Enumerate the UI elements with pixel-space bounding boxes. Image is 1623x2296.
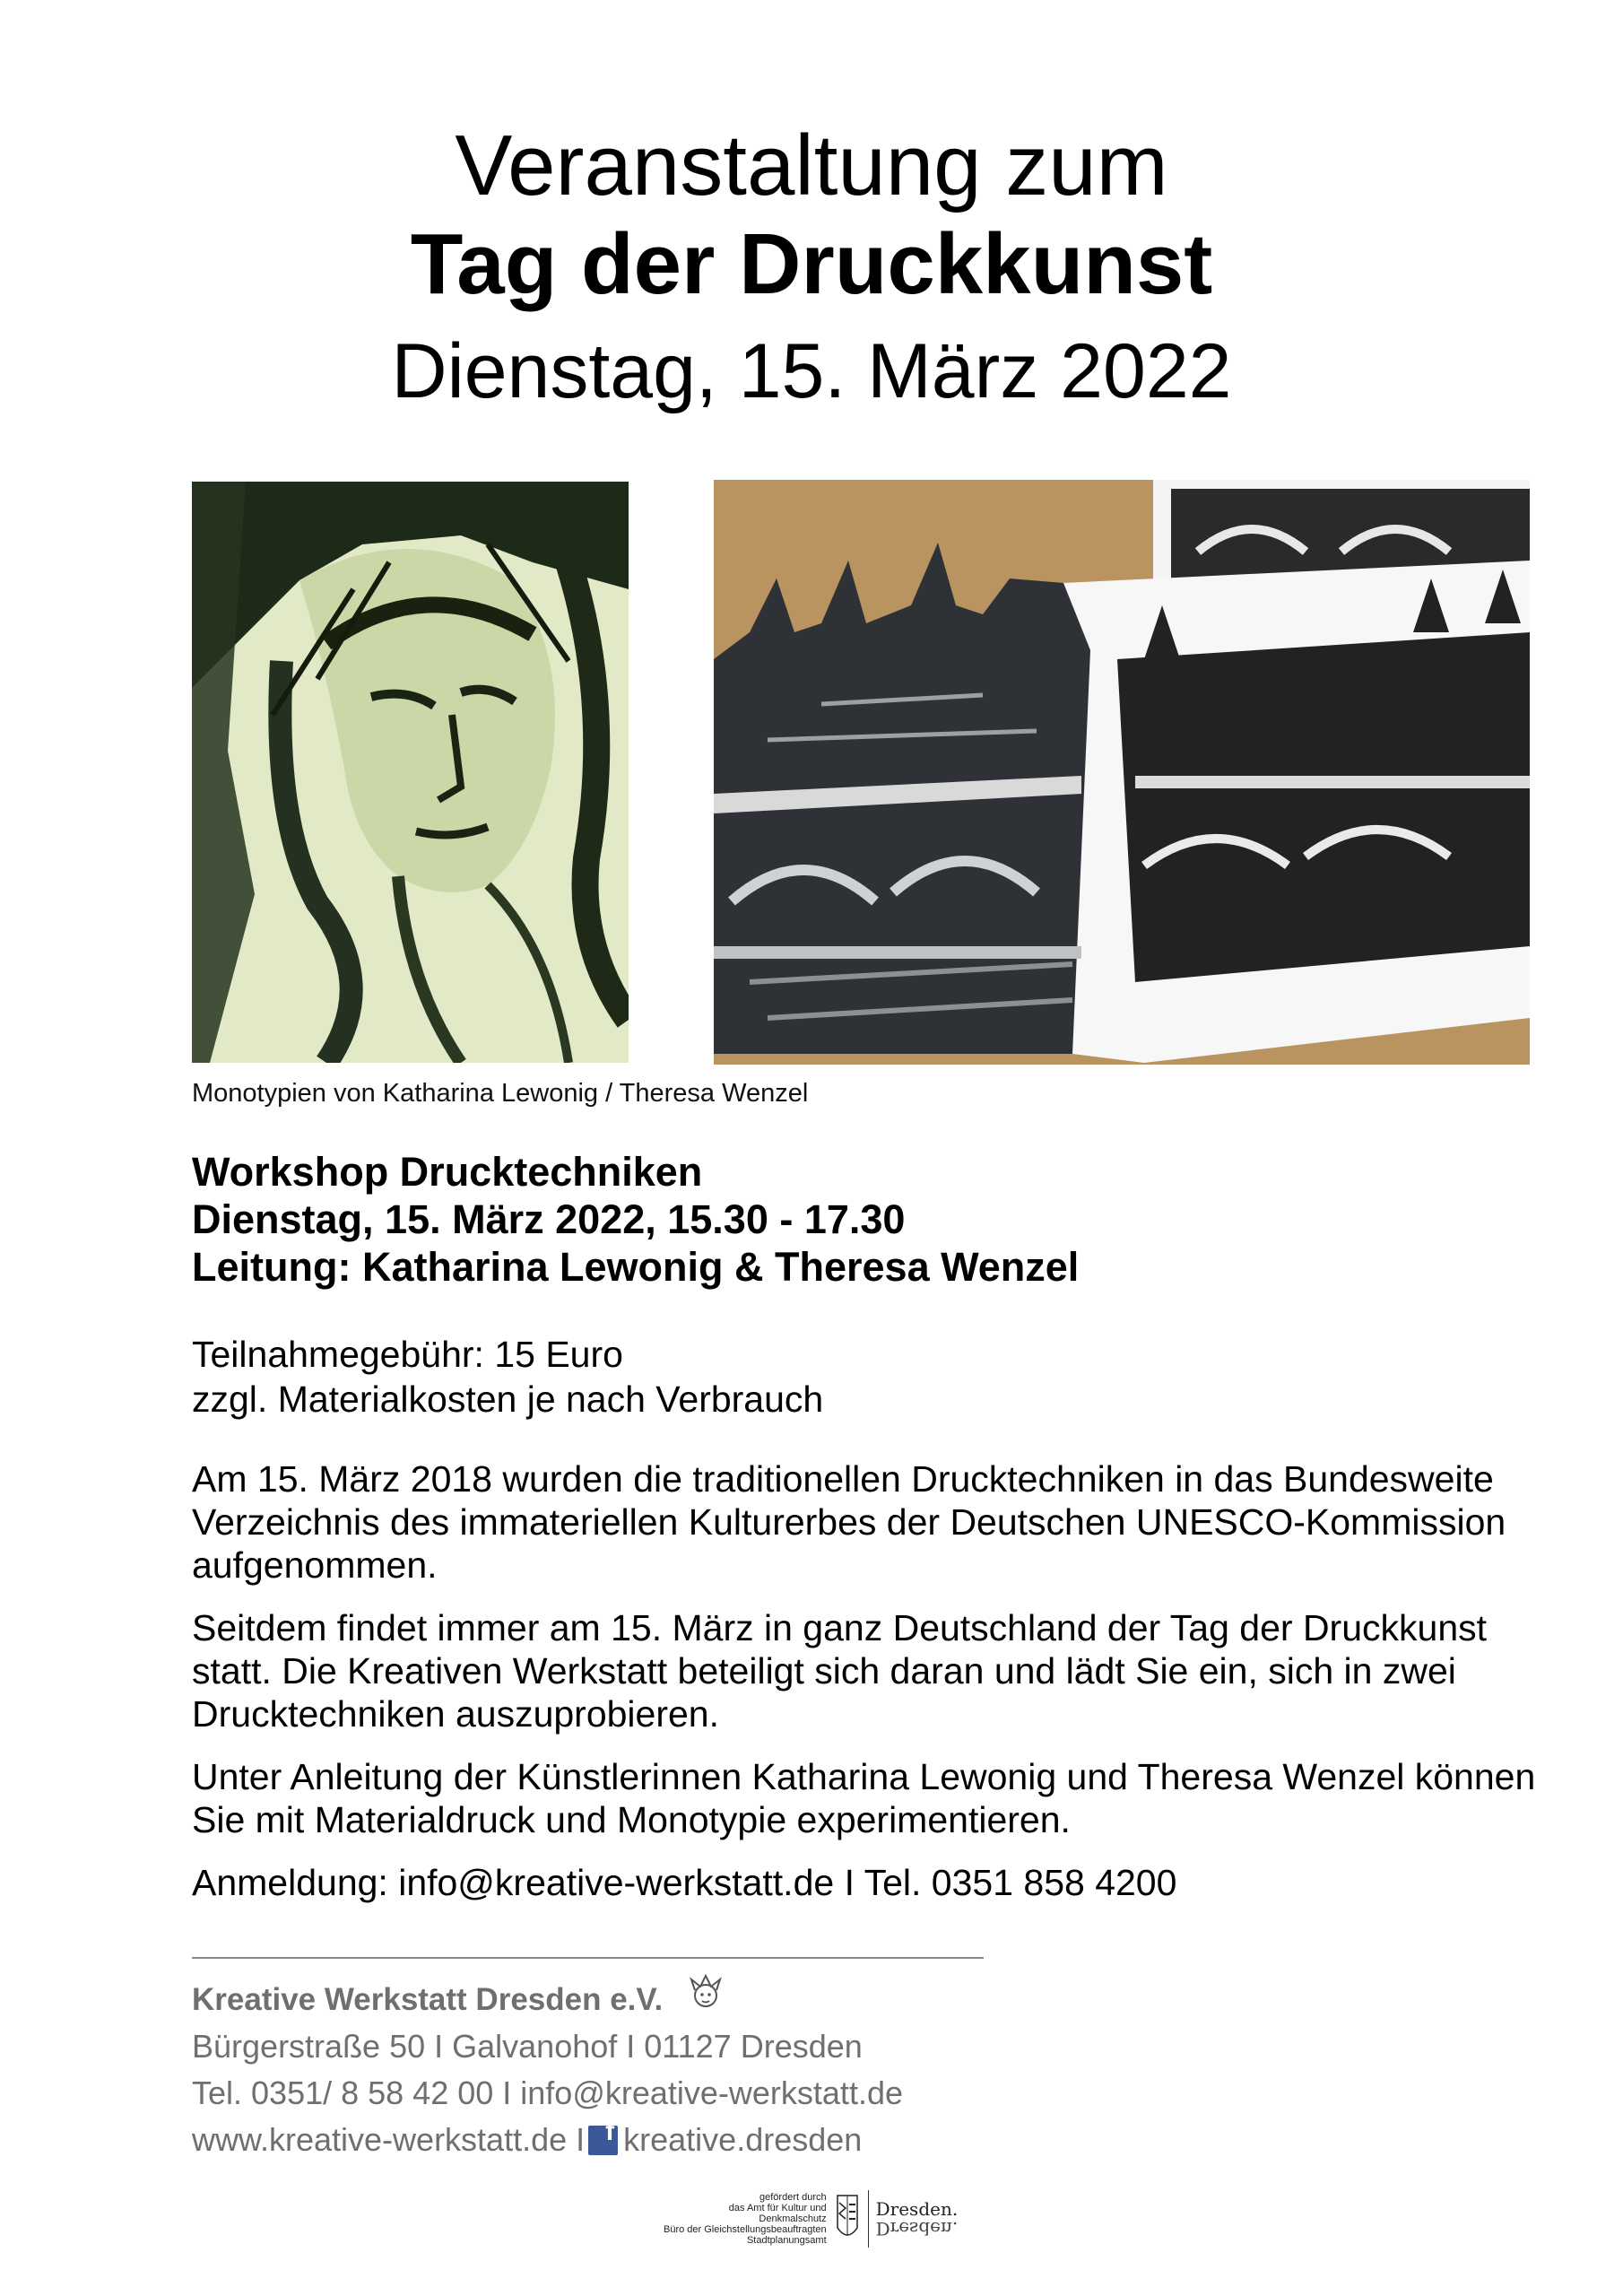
workshop-datetime: Dienstag, 15. März 2022, 15.30 - 17.30 bbox=[192, 1196, 906, 1242]
event-title: Tag der Druckkunst bbox=[410, 216, 1213, 312]
address: Bürgerstraße 50 I Galvanohof I 01127 Dresden bbox=[192, 2028, 863, 2065]
footer-divider bbox=[192, 1957, 984, 1959]
sponsor-line: das Amt für Kultur und bbox=[728, 2203, 827, 2213]
workshop-lead: Leitung: Katharina Lewonig & Theresa Wenzel bbox=[192, 1244, 1080, 1290]
sponsor-block bbox=[664, 2190, 958, 2248]
description bbox=[192, 1457, 1537, 1924]
footer bbox=[192, 1977, 903, 2163]
fees bbox=[192, 1332, 823, 1422]
sponsor-line: Büro der Gleichstellungsbeauftragten bbox=[664, 2224, 827, 2235]
dresden-skyline-prints-image bbox=[714, 480, 1530, 1065]
sponsor-line: Stadtplanungsamt bbox=[746, 2235, 827, 2246]
sponsor-line: Denkmalschutz bbox=[759, 2213, 827, 2224]
sponsor-separator bbox=[868, 2190, 869, 2248]
facebook-icon[interactable]: f bbox=[588, 2126, 618, 2155]
material-costs: zzgl. Materialkosten je nach Verbrauch bbox=[192, 1378, 824, 1420]
image-caption: Monotypien von Katharina Lewonig / Theresa Wenzel bbox=[192, 1079, 809, 1108]
dresden-wordmark: Dresden. bbox=[875, 2198, 959, 2220]
paragraph-history: Am 15. März 2018 wurden die traditionellen Drucktechniken in das Bundesweite Verzeichnis des immateriellen Kulturerbes der Deutschen UNESCO-Kommission aufgenommen. bbox=[192, 1458, 1506, 1586]
paragraph-artists: Unter Anleitung der Künstlerinnen Katharina Lewonig und Theresa Wenzel können Sie mit Materialdruck und Monotypie experimentieren. bbox=[192, 1756, 1536, 1840]
web-row bbox=[192, 2117, 903, 2163]
event-intro: Veranstaltung zum bbox=[455, 117, 1168, 213]
portrait-monotype-image bbox=[192, 482, 629, 1063]
title-block bbox=[0, 117, 1623, 425]
facebook-handle[interactable]: kreative.dresden bbox=[623, 2121, 863, 2158]
participation-fee: Teilnahmegebühr: 15 Euro bbox=[192, 1334, 623, 1375]
org-row bbox=[192, 1977, 903, 2023]
sponsor-line: gefördert durch bbox=[759, 2192, 827, 2203]
org-name: Kreative Werkstatt Dresden e.V. bbox=[192, 1982, 664, 2017]
lion-logo-icon bbox=[684, 1972, 727, 2015]
paragraph-event: Seitdem findet immer am 15. März in ganz Deutschland der Tag der Druckkunst statt. Die Kreativen Werkstatt beteiligt sich daran und lädt Sie ein, sich in zwei Drucktechniken auszuprobieren. bbox=[192, 1607, 1488, 1735]
workshop-info bbox=[192, 1148, 1079, 1291]
workshop-title: Workshop Drucktechniken bbox=[192, 1149, 703, 1195]
event-date: Dienstag, 15. März 2022 bbox=[391, 328, 1232, 414]
dresden-crest-icon bbox=[836, 2192, 859, 2246]
sponsor-text bbox=[664, 2192, 827, 2246]
dresden-wordmark-mirror: Dresden. bbox=[875, 2218, 959, 2239]
registration: Anmeldung: info@kreative-werkstatt.de I Tel. 0351 858 4200 bbox=[192, 1862, 1177, 1903]
dresden-logo bbox=[876, 2199, 959, 2239]
contact: Tel. 0351/ 8 58 42 00 I info@kreative-werkstatt.de bbox=[192, 2074, 903, 2111]
website-link[interactable]: www.kreative-werkstatt.de I bbox=[192, 2121, 586, 2158]
